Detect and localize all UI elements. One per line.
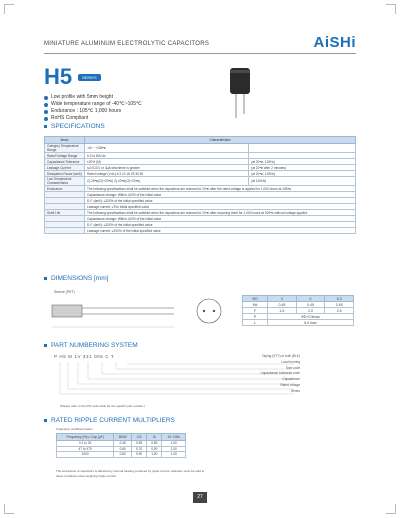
spec-header-items: Items (45, 137, 85, 144)
series-code: H5 (44, 64, 73, 89)
table-row: Leakage Current I≤0.01CV or 3μA whichever is greater (at 20℃ after 2 minutes) (45, 165, 356, 171)
crop-mark-top-left (4, 4, 14, 14)
ripple-table: Frequency (Hz) / Cap (μF) 50/60 120 1k 10~100k 0.1 to 33 0.45 0.55 0.80 1.00 47 to 470 0.60 0.70 0.90 1.00 1000 0.80 0.90 1.00 1.00 (56, 433, 186, 458)
page-number: 27 (193, 492, 207, 503)
bullet-icon (44, 103, 48, 107)
bullet-icon (44, 117, 48, 121)
specifications-heading: SPECIFICATIONS (44, 123, 105, 130)
table-row: Category Temperature Range -40 ~ +105℃ (45, 144, 356, 153)
section-square-icon (44, 344, 47, 347)
table-row: F 1.5 2.0 2.5 (243, 308, 354, 314)
spec-header-characteristics: Characteristics (85, 137, 356, 144)
list-item: Series (290, 388, 300, 393)
table-row: Capacitance Tolerance ±20% (M) (at 20℃, 120Hz) (45, 159, 356, 165)
table-row: P ΦD+0.5max (243, 314, 354, 320)
part-numbering-heading: PART NUMBERING SYSTEM (44, 342, 138, 349)
section-square-icon (44, 277, 47, 280)
list-item: Rated voltage (280, 382, 300, 387)
bullet-icon (44, 110, 48, 114)
dimension-drawing (44, 285, 234, 340)
list-item: Capacitance tolerance code (260, 371, 300, 376)
table-row: Endurance The following specifications shall be satisfied when the capacitors are restored to 20℃ after the rated voltage is applied for 1,000 hours at 105℃. (45, 186, 356, 192)
table-row: 47 to 470 0.60 0.70 0.90 1.00 (57, 446, 186, 452)
document-title: MINIATURE ALUMINUM ELECTROLYTIC CAPACITORS (44, 41, 210, 47)
specifications-table (44, 136, 356, 234)
list-item: Capacitance (282, 377, 300, 382)
table-row: 1000 0.80 0.90 1.00 1.00 (57, 452, 186, 458)
dimensions-table: ΦD 4 5 6.3 Φd 0.45 0.45 0.45 F 1.5 2.0 2.5 P ΦD+0.5max L 5.0 max (242, 295, 354, 326)
table-row: Dissipation Factor (tanδ) Rated voltage (V.dc) 6.3 10 16 25 35 50 (at 20℃, 120Hz) (45, 171, 356, 177)
list-item: Size code (286, 365, 300, 370)
table-row: Φd 0.45 0.45 0.45 (243, 302, 354, 308)
capacitor-image (228, 68, 252, 118)
section-square-icon (44, 419, 47, 422)
drawing-label: Sleeve (PET) (54, 290, 75, 294)
table-row: Leakage current: ≤The initial specified value (45, 204, 356, 210)
feature-item: Endurance : 105℃ 1,000 hours (44, 108, 142, 115)
table-row: D.F. (tanδ): ≤200% of the initial specified value (45, 222, 356, 228)
list-item: Taping (STY) or bulk (BLK) (261, 354, 300, 358)
table-row: Shelf Life The following specifications shall be satisfied when the capacitors are restored to 20℃ after exposing them for 1,000 hours at 105℃ without voltage applied. (45, 210, 356, 216)
table-row: Low Temperature Characteristics Z(-25℃)/Z(+20℃) Z(-40℃)/Z(+20℃) (at 120Hz) (45, 177, 356, 186)
ripple-note: The endurance of capacitors is affected by internal heating produced by ripple current. Attention must be paid to these conditions when applying ripple current. (56, 469, 205, 478)
ripple-subtitle: Frequency coefficient factor (56, 427, 93, 431)
page-header (44, 34, 356, 54)
part-number-code: P H5 M 1V 331 005 C T (54, 354, 115, 359)
ripple-heading: RATED RIPPLE CURRENT MULTIPLIERS (44, 417, 175, 424)
table-row: Leakage current: ≤200% of the initial specified value (45, 228, 356, 234)
feature-item: RoHS Compliant (44, 115, 142, 122)
feature-item: Wide temperature range of -40℃~105℃ (44, 101, 142, 108)
feature-list (44, 94, 142, 122)
table-row: Capacitance change: Within ±20% of the initial value (45, 192, 356, 198)
table-row: Rated Voltage Range 6.3 to 50V.dc (45, 153, 356, 159)
table-row: L 5.0 max (243, 320, 354, 326)
part-number-legend (150, 354, 300, 395)
table-row: 0.1 to 33 0.45 0.55 0.80 1.00 (57, 441, 186, 447)
crop-mark-bottom-right (386, 504, 396, 514)
feature-item: Low profile with 5mm height (44, 94, 142, 101)
section-square-icon (44, 125, 47, 128)
brand-logo: AiSHi (313, 34, 356, 51)
crop-mark-bottom-left (4, 504, 14, 514)
table-row: D.F. (tanδ): ≤200% of the initial specified value (45, 198, 356, 204)
part-number-note: (Please refer to the P/N code table for the specific part number.) (60, 404, 145, 408)
bullet-icon (44, 96, 48, 100)
list-item: Lead forming (281, 359, 300, 364)
table-row: Capacitance change: Within ±20% of the initial value (45, 216, 356, 222)
dimensions-heading: DIMENSIONS [mm] (44, 275, 108, 282)
series-block (44, 64, 244, 144)
crop-mark-top-right (386, 4, 396, 14)
series-badge: SERIES (78, 74, 101, 81)
